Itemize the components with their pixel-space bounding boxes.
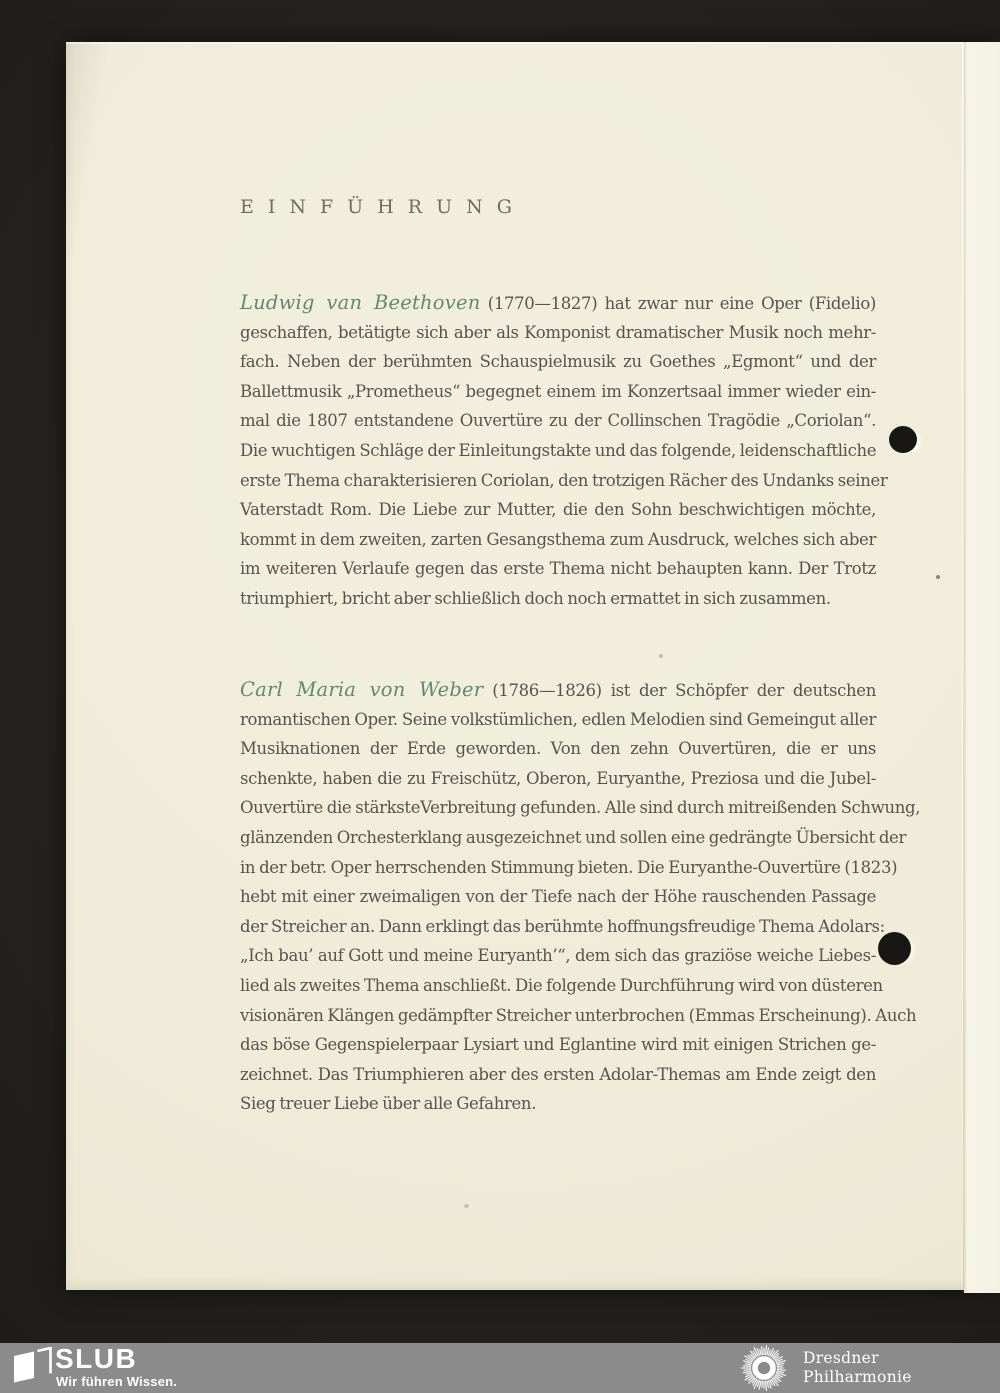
text-line: mal die 1807 entstandene Ouvertüre zu der Collinschen Tragödie „Coriolan“. [240, 411, 876, 431]
next-page-edge [964, 42, 1000, 1293]
page-heading: EINFÜHRUNG [240, 196, 526, 218]
philharmonie-name-line1: Dresdner [803, 1349, 879, 1367]
text-line: zeichnet. Das Triumphieren aber des ersten Adolar-Themas am Ende zeigt den [240, 1064, 876, 1084]
paper-speck [659, 654, 663, 658]
composer-name: Carl Maria von Weber [240, 678, 484, 701]
text-line: Sieg treuer Liebe über alle Gefahren. [240, 1094, 537, 1114]
philharmonie-logo [740, 1343, 1000, 1393]
text-line: Ballettmusik „Prometheus“ begegnet einem im Konzertsaal immer wieder ein- [240, 381, 876, 401]
slub-logo [12, 1345, 312, 1391]
text-line: in der betr. Oper herrschenden Stimmung bieten. Die Euryanthe-Ouvertüre (1823) [240, 857, 898, 877]
text-line: fach. Neben der berühmten Schauspielmusik zu Goethes „Egmont“ und der [240, 352, 876, 372]
text-line: kommt in dem zweiten, zarten Gesangsthema zum Ausdruck, welches sich aber [240, 529, 876, 549]
text-line: Vaterstadt Rom. Die Liebe zur Mutter, die den Sohn beschwichtigen möchte, [240, 500, 876, 520]
punch-hole-top [889, 426, 917, 453]
paper-speck [936, 575, 940, 579]
text-line: visionären Klängen gedämpfter Streicher unterbrochen (Emmas Erscheinung). Auch [240, 1005, 917, 1025]
text-line: hebt mit einer zweimaligen von der Tiefe nach der Höhe rauschenden Passage [240, 887, 876, 907]
text-line: glänzenden Orchesterklang ausgezeichnet und sollen eine gedrängte Übersicht der [240, 827, 907, 847]
text-line: Ouvertüre die stärksteVerbreitung gefunden. Alle sind durch mitreißenden Schwung, [240, 798, 921, 818]
text-line: das böse Gegenspielerpaar Lysiart und Eglantine wird mit einigen Strichen ge- [240, 1035, 876, 1055]
paper-speck [464, 1204, 469, 1208]
text-line: triumphiert, bricht aber schließlich doch noch ermattet in sich zusammen. [240, 588, 831, 608]
page-fold-crease [962, 42, 964, 1290]
slub-book-icon [12, 1347, 52, 1383]
text-line: lied als zweites Thema anschließt. Die folgende Durchführung wird von düsteren [240, 975, 883, 995]
text-line: Musiknationen der Erde geworden. Von den zehn Ouvertüren, die er uns [240, 739, 876, 759]
text-line: „Ich bau’ auf Gott und meine Euryanth’“, dem sich das graziöse weiche Liebes- [240, 946, 876, 966]
text-line: schenkte, haben die zu Freischütz, Oberon, Euryanthe, Preziosa und die Jubel- [240, 768, 876, 788]
text-line: Ludwig van Beethoven (1770—1827) hat zwar nur eine Oper (Fidelio) [240, 291, 876, 314]
slub-tagline: Wir führen Wissen. [56, 1374, 178, 1389]
slub-wordmark: SLUB [55, 1343, 138, 1374]
text-line: geschaffen, betätigte sich aber als Komponist dramatischer Musik noch mehr- [240, 322, 876, 342]
scanned-page [66, 42, 1000, 1290]
philharmonie-name [803, 1349, 912, 1386]
philharmonie-sunburst-icon [740, 1344, 788, 1392]
composer-name: Ludwig van Beethoven [240, 291, 481, 314]
text-line: Die wuchtigen Schläge der Einleitungstakte und das folgende, leidenschaftliche [240, 440, 877, 460]
footer-bar [0, 1343, 1000, 1393]
philharmonie-name-line2: Philharmonie [803, 1367, 912, 1386]
text-line: der Streicher an. Dann erklingt das berühmte hoffnungsfreudige Thema Adolars: [240, 916, 885, 936]
text-line: Carl Maria von Weber (1786—1826) ist der Schöpfer der deutschen [240, 678, 876, 701]
text-line: im weiteren Verlaufe gegen das erste Thema nicht behaupten kann. Der Trotz [240, 559, 876, 579]
punch-hole-bottom [878, 932, 911, 965]
text-line: erste Thema charakterisieren Coriolan, den trotzigen Rächer des Undanks seiner [240, 470, 888, 490]
section-weber [240, 675, 921, 1119]
section-beethoven [240, 288, 888, 614]
text-line: romantischen Oper. Seine volkstümlichen, edlen Melodien sind Gemeingut aller [240, 709, 876, 729]
